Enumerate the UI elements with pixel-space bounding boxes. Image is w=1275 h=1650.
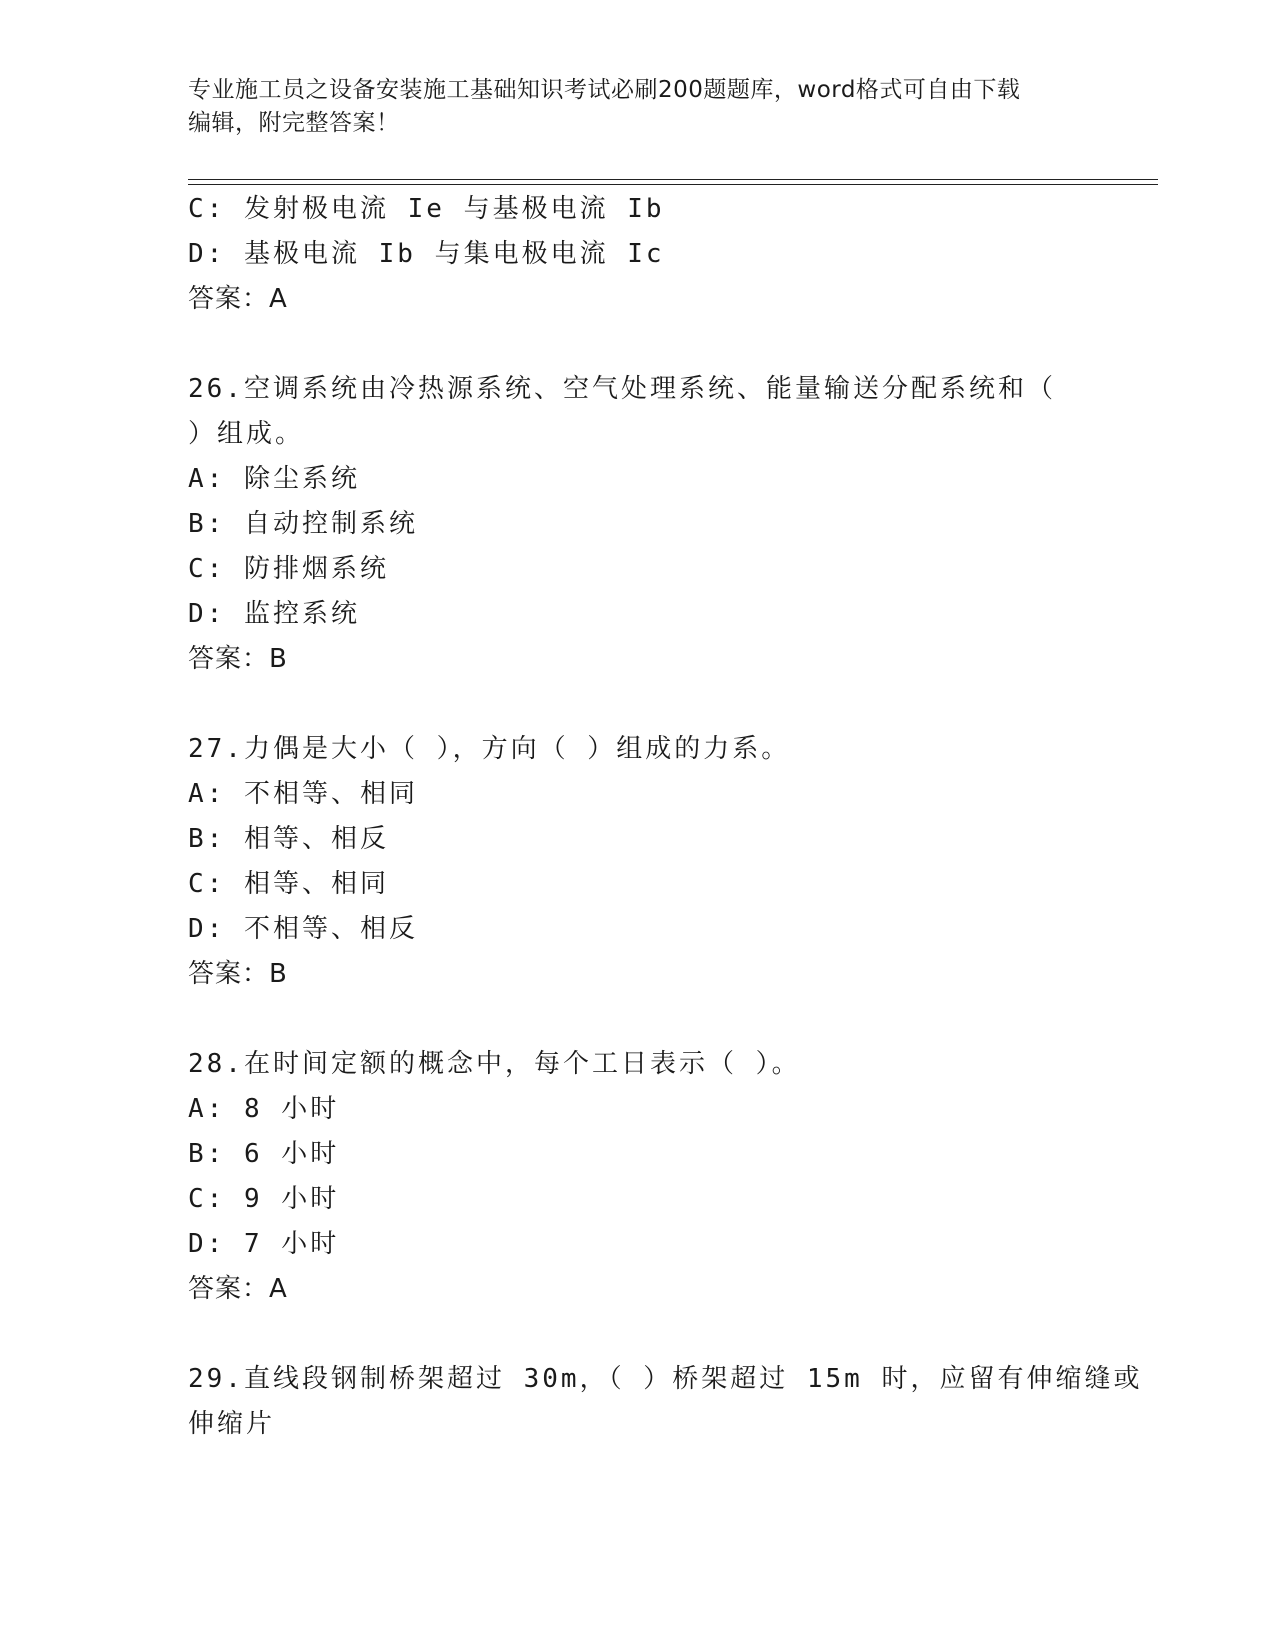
q26-option-a: A: 除尘系统 xyxy=(188,464,360,494)
q26-option-d: D: 监控系统 xyxy=(188,599,360,629)
q27-stem-line-1: 27.力偶是大小（ ），方向（ ）组成的力系。 xyxy=(188,734,791,764)
q27-answer: 答案：B xyxy=(188,959,288,989)
q27-option-a: A: 不相等、相同 xyxy=(188,779,418,809)
q25-option-d: D: 基极电流 Ib 与集电极电流 Ic xyxy=(188,239,665,269)
q26-option-c: C: 防排烟系统 xyxy=(188,554,389,584)
q26-answer: 答案：B xyxy=(188,644,288,674)
q25-answer: 答案：A xyxy=(188,284,288,314)
q28-stem-line-1: 28.在时间定额的概念中，每个工日表示（ ）。 xyxy=(188,1049,801,1079)
q26-stem-line-2: ）组成。 xyxy=(188,419,305,449)
header-line-1: 专业施工员之设备安装施工基础知识考试必刷200题题库，word格式可自由下载 xyxy=(188,77,1021,103)
q28-option-c: C: 9 小时 xyxy=(188,1184,340,1214)
q27-option-b: B: 相等、相反 xyxy=(188,824,389,854)
q25-option-c: C: 发射极电流 Ie 与基极电流 Ib xyxy=(188,194,665,224)
q27-option-d: D: 不相等、相反 xyxy=(188,914,418,944)
header-line-2: 编辑，附完整答案！ xyxy=(188,110,400,136)
q28-answer: 答案：A xyxy=(188,1274,288,1304)
header-divider-bottom xyxy=(188,184,1158,185)
q28-option-a: A: 8 小时 xyxy=(188,1094,340,1124)
document-header xyxy=(188,74,1088,140)
q29-stem-line-2: 伸缩片 xyxy=(188,1409,276,1439)
q28-option-d: D: 7 小时 xyxy=(188,1229,340,1259)
q27-option-c: C: 相等、相同 xyxy=(188,869,389,899)
q28-option-b: B: 6 小时 xyxy=(188,1139,340,1169)
q29-stem-line-1: 29.直线段钢制桥架超过 30m，（ ）桥架超过 15m 时，应留有伸缩缝或 xyxy=(188,1364,1143,1394)
header-divider-top xyxy=(188,179,1158,180)
q26-option-b: B: 自动控制系统 xyxy=(188,509,418,539)
q26-stem-line-1: 26.空调系统由冷热源系统、空气处理系统、能量输送分配系统和（ xyxy=(188,374,1056,404)
